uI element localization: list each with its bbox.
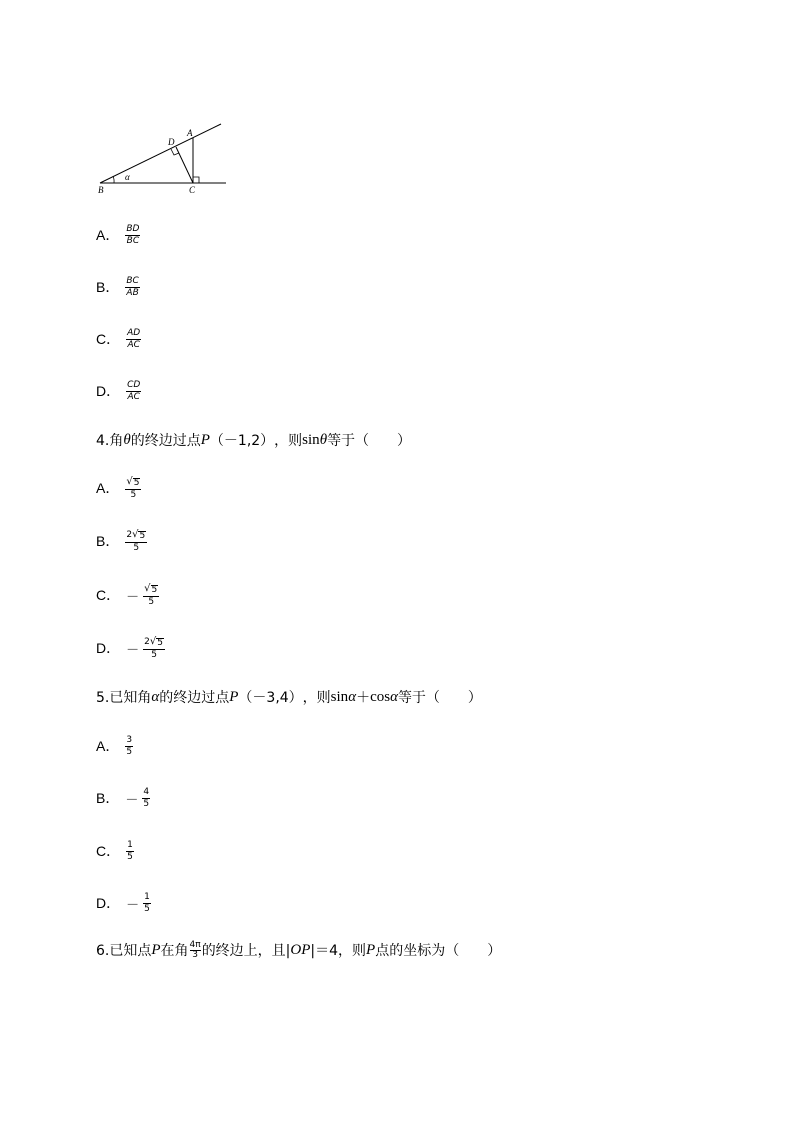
fraction (125, 476, 141, 501)
q3-option-a[interactable] (96, 220, 140, 250)
q6-point-name2: P (366, 941, 376, 958)
fraction (143, 892, 151, 915)
minus-sign: － (125, 792, 139, 808)
denominator: AC (127, 339, 140, 350)
numerator: CD (127, 379, 141, 390)
q4-theta2: θ (319, 431, 328, 448)
q4-option-d[interactable] (96, 633, 165, 663)
denominator: BC (126, 235, 140, 246)
ray-ba (100, 124, 221, 183)
numerator: BC (126, 275, 139, 286)
fraction (143, 583, 159, 608)
q3-option-c[interactable] (96, 324, 141, 354)
denominator: 5 (126, 746, 133, 757)
denominator: 3 (192, 949, 198, 960)
q5-option-a[interactable] (96, 731, 133, 761)
numerator: 1 (144, 891, 150, 902)
q6-text: 在角 (160, 943, 189, 959)
q4-theta: θ (123, 431, 131, 448)
fraction (126, 840, 134, 863)
fraction (126, 328, 141, 351)
question-5 (96, 687, 482, 707)
denominator: AC (127, 391, 140, 402)
q4-option-b[interactable] (96, 526, 147, 556)
q4-text2: ，则 (274, 433, 303, 449)
q5-alpha2: α (390, 688, 398, 705)
q3-option-d[interactable] (96, 376, 141, 406)
q6-angle-fraction (190, 941, 201, 960)
option-letter: A． (96, 738, 120, 754)
q4-sin: sin (302, 431, 320, 448)
label-a: A (187, 128, 193, 138)
q4-text: 的终边过点 (130, 433, 201, 449)
option-letter: B． (96, 279, 120, 295)
option-letter: C． (96, 331, 121, 347)
label-d: D (168, 137, 175, 147)
q3-option-b[interactable] (96, 272, 140, 302)
q5-cos: cos (370, 688, 391, 705)
numerator: √ 5 (144, 582, 158, 595)
q5-prefix: 5.已知角 (96, 690, 152, 706)
option-letter: D． (96, 640, 121, 656)
question-4 (96, 430, 411, 450)
q5-sin: sin (330, 688, 349, 705)
fraction (143, 636, 165, 661)
numerator: AD (127, 327, 141, 338)
label-c: C (189, 185, 196, 195)
denominator: 5 (130, 489, 137, 500)
segment-dc (176, 147, 193, 183)
fraction (126, 380, 141, 403)
q5-option-b[interactable] (96, 783, 150, 813)
q4-prefix: 4.角 (96, 433, 124, 449)
numerator: 4 (143, 786, 150, 797)
label-alpha: α (125, 172, 130, 182)
denominator: 5 (148, 596, 155, 607)
fraction (125, 529, 147, 554)
triangle-figure (90, 118, 235, 200)
q5-alpha: α (151, 688, 160, 705)
q5-plus: ＋ (356, 690, 371, 706)
option-letter: B． (96, 790, 120, 806)
q5-alpha1: α (348, 688, 357, 705)
q5-text2: ，则 (302, 690, 331, 706)
option-letter: B． (96, 533, 120, 549)
denominator: 5 (143, 798, 150, 809)
q4-option-c[interactable] (96, 580, 159, 610)
question-6 (96, 940, 501, 960)
q5-option-d[interactable] (96, 888, 151, 918)
q5-text: 的终边过点 (159, 690, 230, 706)
q6-suffix: 点的坐标为（ ） (375, 943, 502, 959)
q4-point-name: P (200, 431, 210, 448)
q4-option-a[interactable] (96, 473, 141, 503)
fraction (142, 787, 150, 810)
option-letter: A． (96, 227, 120, 243)
option-letter: C． (96, 587, 121, 603)
numerator: BD (126, 223, 140, 234)
option-letter: D． (96, 383, 121, 399)
denominator: 5 (151, 649, 157, 660)
q5-point: （－3,4） (238, 690, 303, 706)
numerator: 2 √ 5 (144, 635, 163, 648)
q5-suffix: 等于（ ） (397, 690, 482, 706)
numerator: 2 √ 5 (126, 528, 146, 541)
minus-sign: － (126, 897, 140, 913)
option-letter: A． (96, 480, 120, 496)
triangle-diagram (90, 118, 235, 200)
q6-point-name: P (151, 941, 161, 958)
right-angle-c (193, 177, 199, 183)
denominator: 5 (133, 542, 140, 553)
minus-sign: － (126, 589, 140, 605)
option-letter: D． (96, 895, 121, 911)
numerator: 4π (189, 939, 201, 950)
label-b: B (98, 185, 104, 195)
numerator: √ 5 (126, 475, 140, 488)
q6-prefix: 6.已知点 (96, 943, 152, 959)
minus-sign: － (126, 642, 140, 658)
option-letter: C． (96, 843, 121, 859)
denominator: 5 (144, 903, 150, 914)
fraction (125, 224, 140, 247)
q6-text3: |＝4，则 (310, 943, 367, 959)
fraction (125, 735, 133, 758)
q5-option-c[interactable] (96, 836, 134, 866)
denominator: AB (126, 287, 139, 298)
numerator: 3 (126, 734, 133, 745)
q4-point: （－1,2） (209, 433, 275, 449)
fraction (125, 276, 139, 299)
angle-arc (113, 176, 114, 183)
q6-text2: 的终边上，且| (201, 943, 291, 959)
q4-suffix: 等于（ ） (327, 433, 412, 449)
q6-op: OP (290, 941, 311, 958)
q5-point-name: P (229, 688, 239, 705)
numerator: 1 (127, 839, 133, 850)
denominator: 5 (127, 851, 133, 862)
